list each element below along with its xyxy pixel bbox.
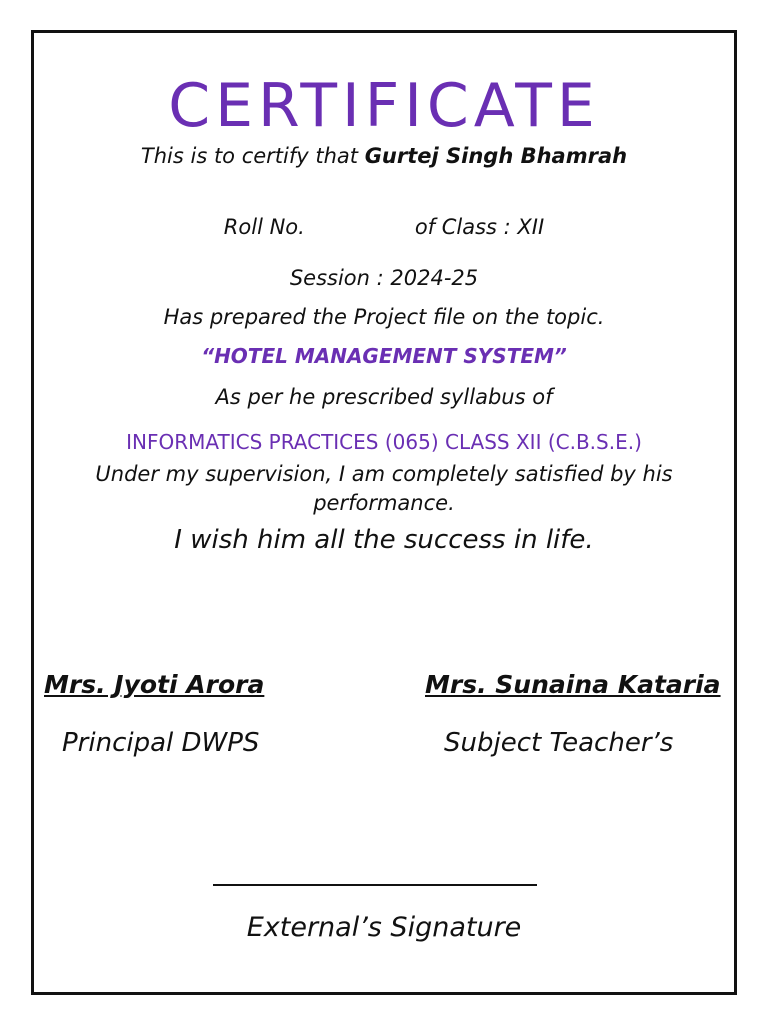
roll-label: Roll No. — [223, 215, 305, 239]
session-line: Session : 2024-25 — [289, 266, 479, 290]
wish-line: I wish him all the success in life. — [174, 525, 594, 555]
principal-name: Mrs. Jyoti Arora — [44, 670, 265, 699]
external-signature-line — [213, 884, 537, 886]
principal-role: Principal DWPS — [62, 728, 260, 758]
certify-line — [0, 142, 768, 170]
teacher-name: Mrs. Sunaina Kataria — [425, 670, 721, 699]
class-label: of Class : XII — [414, 215, 545, 239]
supervision-line: Under my supervision, I am completely satisfied by his performance. — [95, 462, 673, 515]
syllabus-line: As per he prescribed syllabus of — [215, 385, 553, 409]
teacher-role: Subject Teacher’s — [444, 728, 674, 758]
subject-line: INFORMATICS PRACTICES (065) CLASS XII (C.B.S.E.) — [126, 430, 642, 454]
roll-class-line — [0, 213, 768, 241]
prepared-line: Has prepared the Project file on the topic. — [163, 305, 605, 329]
external-signature-label: External’s Signature — [246, 912, 522, 943]
certify-prefix: This is to certify that — [140, 144, 365, 168]
certificate-title: CERTIFICATE — [168, 71, 600, 141]
project-topic: “HOTEL MANAGEMENT SYSTEM” — [201, 344, 567, 368]
student-name: Gurtej Singh Bhamrah — [364, 144, 628, 168]
